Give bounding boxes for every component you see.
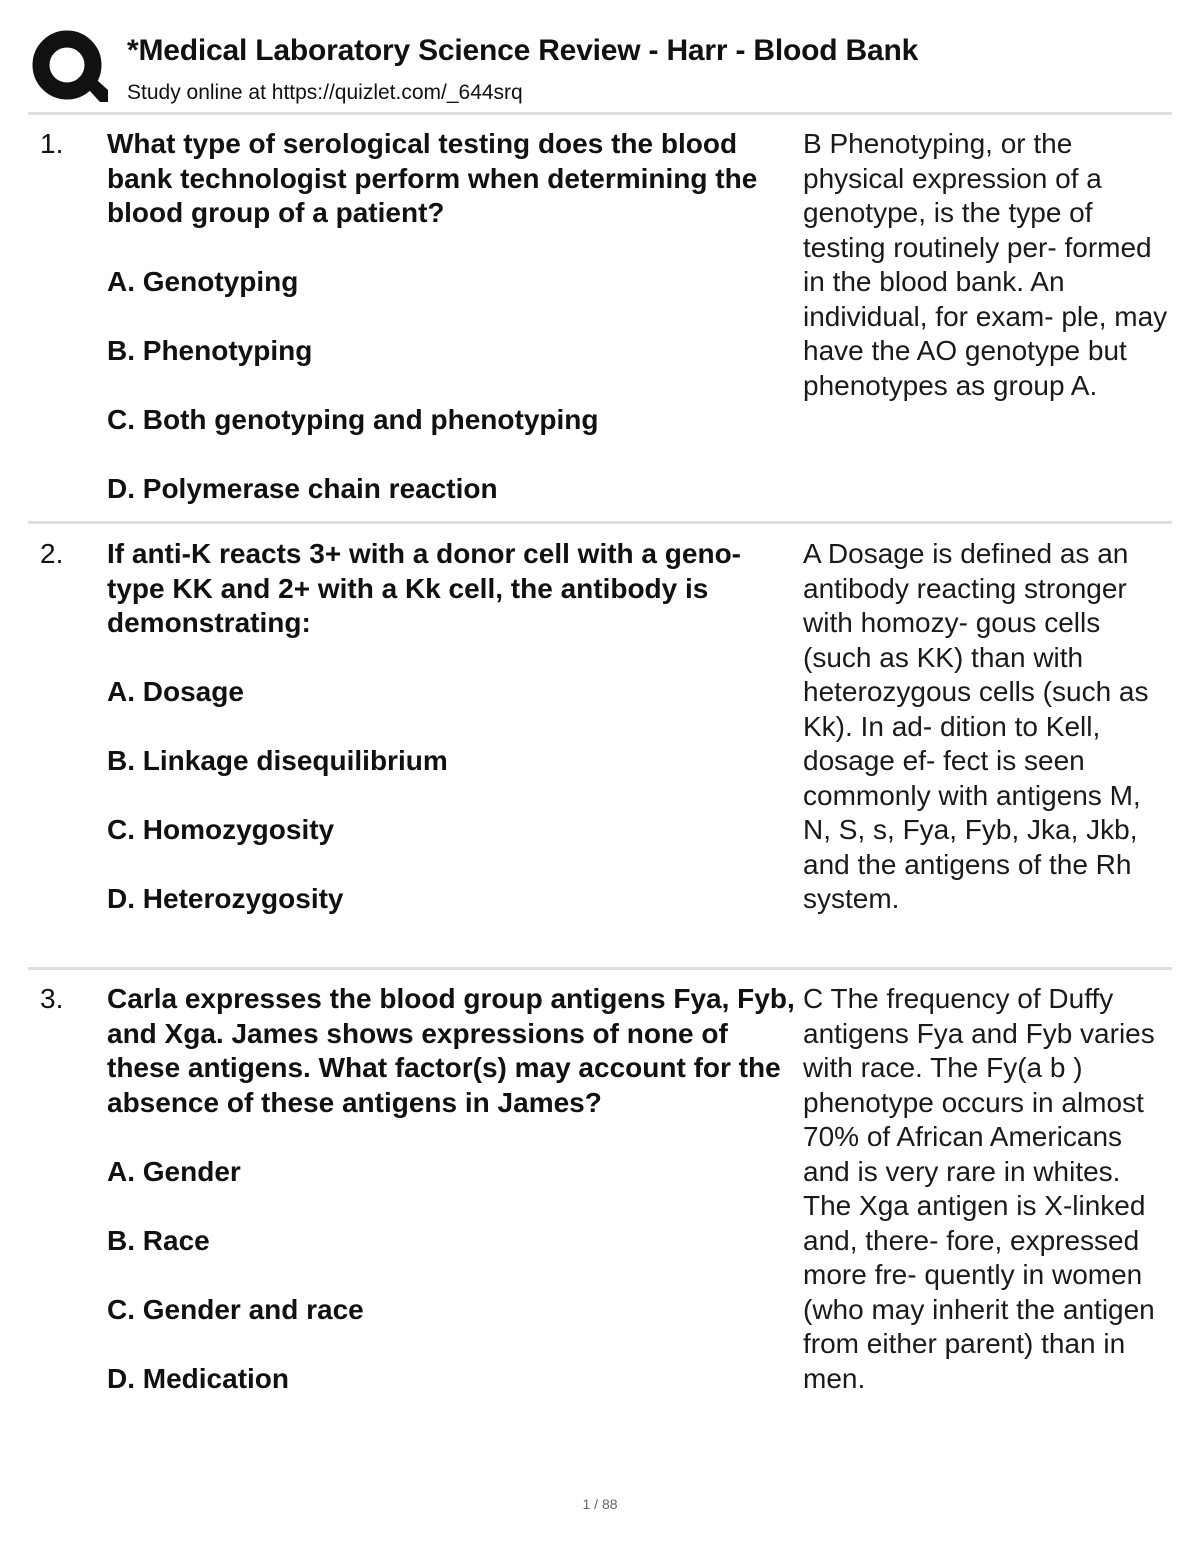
study-online-link[interactable]: Study online at https://quizlet.com/_644srq — [127, 81, 523, 104]
option-b: B. Linkage disequilibrium — [107, 745, 448, 776]
card-answer: A Dosage is defined as an antibody reacting stronger with homozy- gous cells (such as KK) than with heterozygous cells (such as Kk). In ad- dition to Kell, dosage ef- fect is seen commonly with antigens M, N, S, s, Fya, Fyb, Jka, Jkb, and the antigens of the Rh system. — [803, 538, 1149, 914]
card-question — [107, 982, 797, 1396]
option-c: C. Homozygosity — [107, 814, 335, 845]
option-c: C. Gender and race — [107, 1293, 364, 1325]
option-a: A. Genotyping — [107, 266, 299, 297]
page-title: *Medical Laboratory Science Review - Harr - Blood Bank — [127, 34, 919, 67]
question-text: If anti-K reacts 3+ with a donor cell with a geno- type KK and 2+ with a Kk cell, the antibody is demonstrating: — [107, 538, 741, 638]
card-answer: C The frequency of Duffy antigens Fya and Fyb varies with race. The Fy(a b ) phenotype occurs in almost 70% of African Americans and is very rare in whites. The Xga antigen is X-linked and, there- fore, expressed more fre- quently in women (who may inherit the antigen from either parent) than in men. — [803, 983, 1155, 1394]
card-answer: B Phenotyping, or the physical expression of a genotype, is the type of testing routinely per- formed in the blood bank. An individual, for exam- ple, may have the AO genotype but phenotypes as group A. — [803, 128, 1168, 401]
card-number: 1. — [40, 128, 64, 159]
option-d: D. Polymerase chain reaction — [107, 473, 498, 504]
card-number: 3. — [40, 983, 64, 1014]
card-divider — [28, 521, 1172, 524]
card-number: 2. — [40, 538, 64, 569]
card-divider — [28, 967, 1172, 970]
header-divider — [28, 112, 1172, 115]
page-number: 1 / 88 — [582, 1496, 618, 1512]
option-b: B. Phenotyping — [107, 335, 313, 366]
card-question — [107, 537, 797, 917]
option-b: B. Race — [107, 1224, 210, 1256]
card-question — [107, 127, 797, 507]
option-a: A. Dosage — [107, 676, 244, 707]
option-c: C. Both genotyping and phenotyping — [107, 404, 599, 435]
option-d: D. Medication — [107, 1362, 290, 1394]
question-text: What type of serological testing does the blood bank technologist perform when determining the blood group of a patient? — [107, 128, 758, 228]
option-d: D. Heterozygosity — [107, 883, 344, 914]
quizlet-q-logo-icon — [30, 28, 108, 106]
option-a: A. Gender — [107, 1155, 241, 1187]
question-text: Carla expresses the blood group antigens Fya, Fyb, and Xga. James shows expressions of none of these antigens. What factor(s) may account for the absence of these antigens in James? — [107, 983, 795, 1118]
